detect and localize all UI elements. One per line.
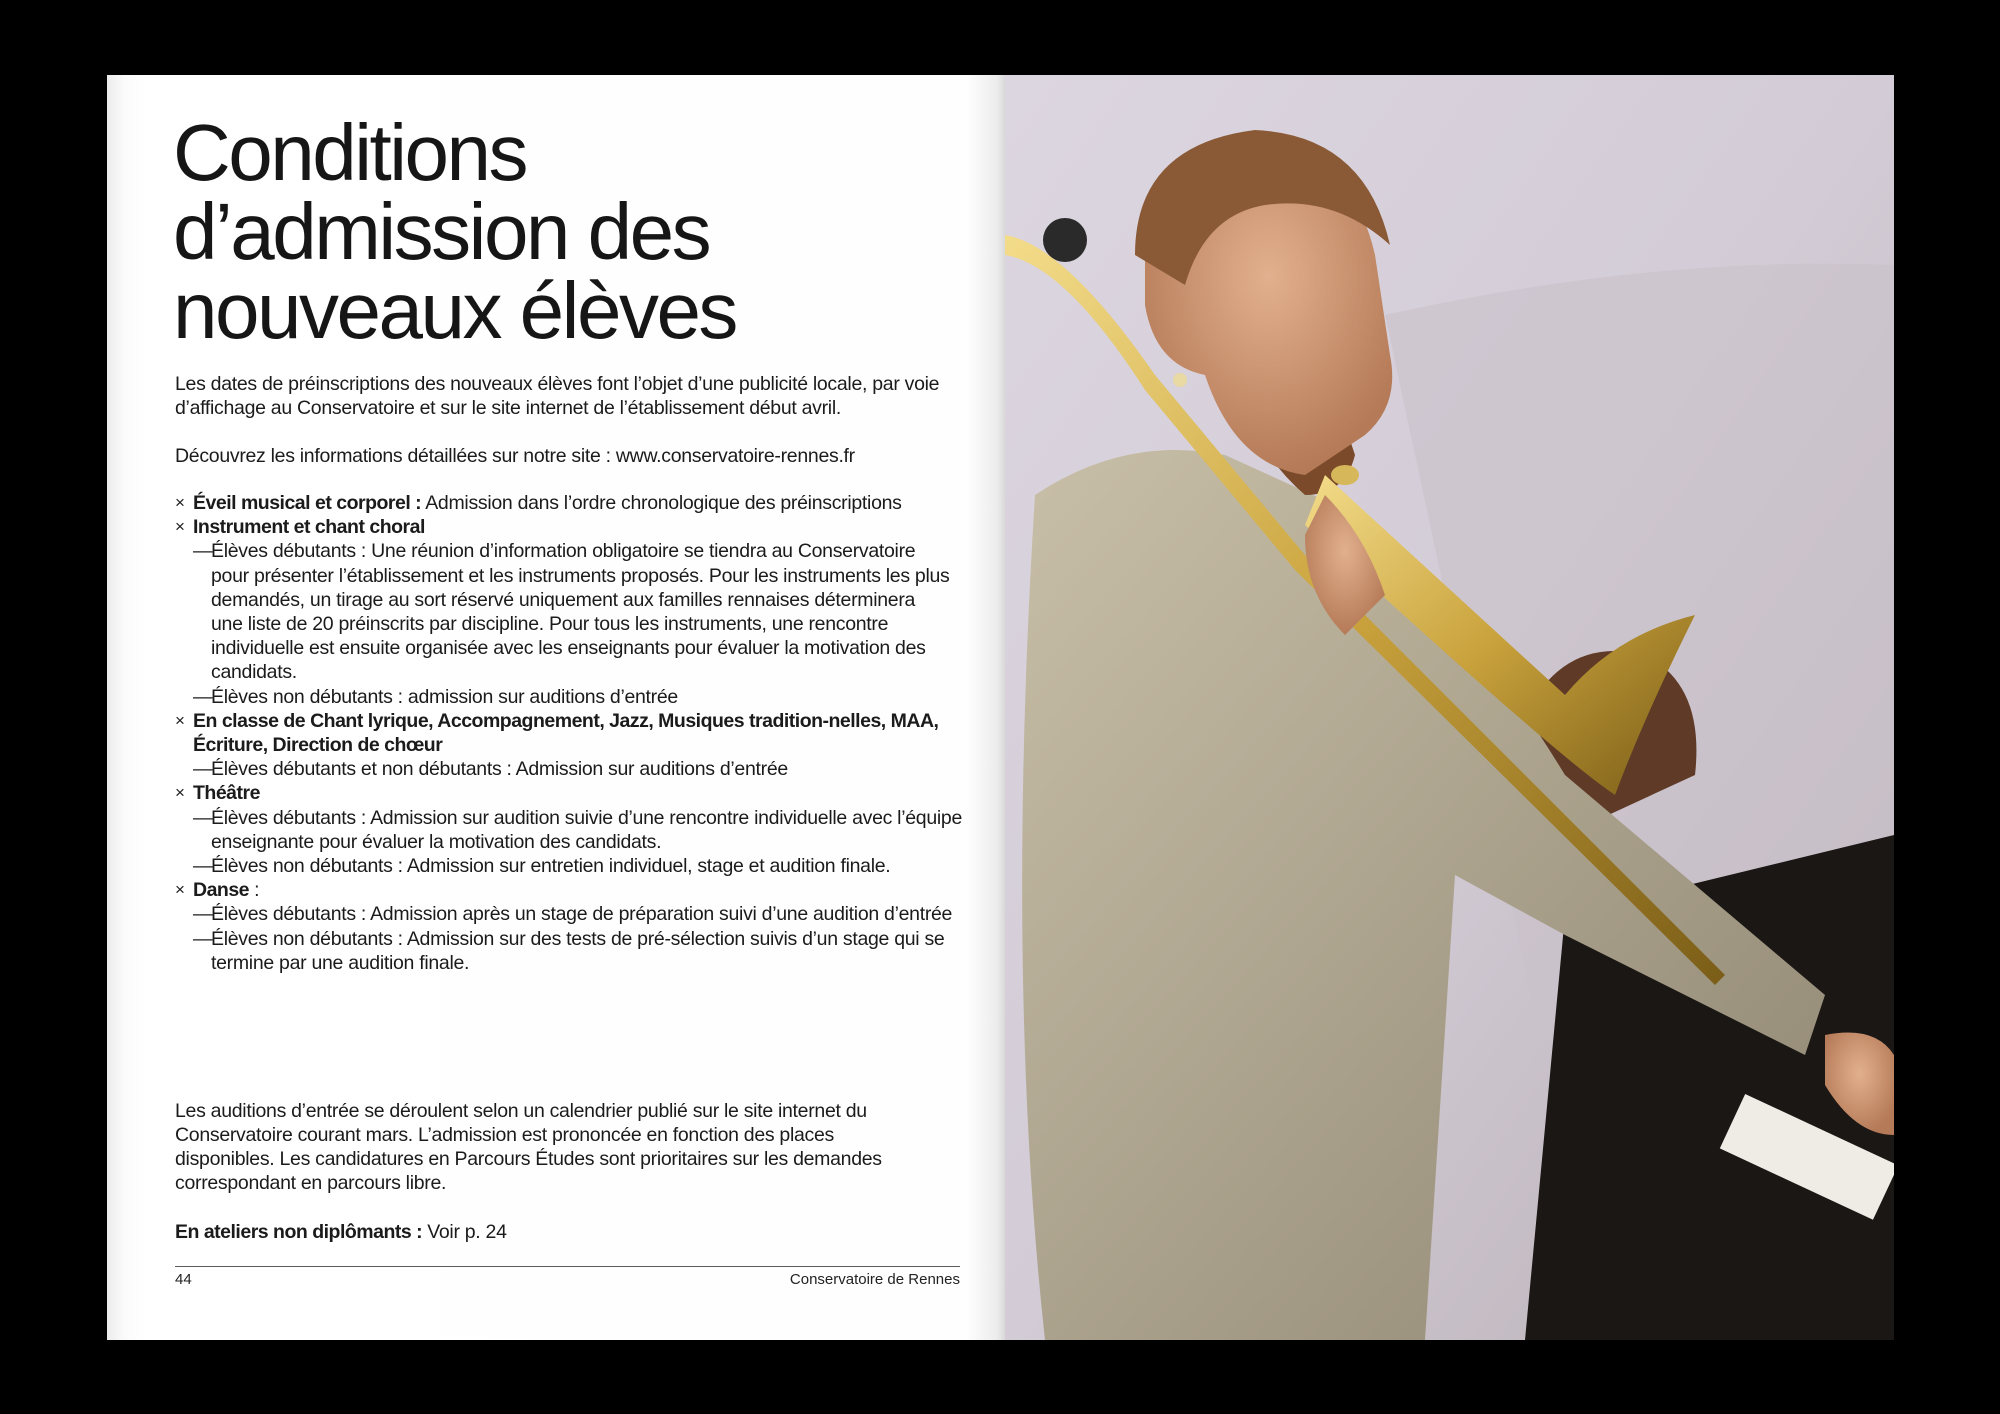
sub-item [175, 757, 975, 781]
sub-item-text: Élèves débutants : Admission sur audition suivie d’une rencontre individuelle avec l’équipe enseignante pour évaluer la motivation des candidats. [211, 806, 963, 853]
dash-bullet: — [193, 927, 213, 950]
list-heading: Instrument et chant choral [193, 516, 425, 539]
earring [1173, 373, 1187, 387]
ateliers-text: Voir p. 24 [422, 1221, 507, 1243]
sub-item [175, 806, 981, 854]
list-heading: En classe de Chant lyrique, Accompagnement, Jazz, Musiques tradition-nelles, MAA, Écriture, Direction de chœur [193, 709, 939, 757]
list-item-eveil [175, 491, 975, 515]
list-item-danse [175, 878, 975, 902]
title-line-2: d’admission des [173, 187, 710, 276]
trombone-badge [1043, 218, 1087, 262]
list-text: : [249, 879, 260, 902]
running-title: Conservatoire de Rennes [789, 1271, 960, 1288]
list-item-theatre [175, 781, 975, 805]
ateliers-paragraph [175, 1220, 975, 1244]
cross-bullet-icon: × [175, 517, 185, 537]
cross-bullet-icon: × [175, 880, 185, 900]
list-heading: Théâtre [193, 782, 260, 805]
cross-bullet-icon: × [175, 710, 185, 730]
admission-list [175, 491, 975, 975]
dash-bullet: — [193, 540, 213, 563]
sub-item [175, 902, 981, 926]
list-item-classe [175, 709, 953, 757]
page-title [173, 108, 953, 355]
website-paragraph: Découvrez les informations détaillées sur notre site : www.conservatoire-rennes.fr [175, 445, 855, 467]
trombone-player-photo [1005, 75, 1894, 1340]
dash-bullet: — [193, 758, 213, 781]
cross-bullet-icon: × [175, 493, 185, 512]
dash-bullet: — [193, 903, 213, 926]
sub-item [175, 927, 981, 975]
footer-rule [175, 1266, 960, 1267]
dash-bullet: — [193, 685, 213, 708]
list-heading: Danse [193, 879, 250, 902]
title-line-3: nouveaux élèves [173, 266, 736, 355]
magazine-spread [107, 75, 1894, 1340]
mouthpiece [1331, 465, 1359, 485]
sub-item-text: Élèves non débutants : admission sur auditions d’entrée [211, 685, 678, 708]
dash-bullet: — [193, 855, 213, 878]
intro-paragraph: Les dates de préinscriptions des nouveaux élèves font l’objet d’une publicité locale, par voie d’affichage au Conservatoire et sur le site internet de l’établissement début avril. [175, 373, 940, 419]
cross-bullet-icon: × [175, 783, 185, 803]
sub-item-text: Élèves débutants : Une réunion d’information obligatoire se tiendra au Conservatoire pour présenter l’établissement et les instruments proposés. Pour les instruments les plus demandés, un tirage au sort réservé uniquement aux familles rennaises déterminera une liste de 20 préinscrits par discipline. Pour tous les instruments, une rencontre individuelle est ensuite organisée avec les enseignants pour évaluer la motivation des candidats. [211, 540, 950, 684]
sub-item-text: Élèves débutants : Admission après un stage de préparation suivi d’une audition d’entrée [211, 903, 953, 926]
dash-bullet: — [193, 806, 213, 829]
page-number: 44 [175, 1271, 192, 1288]
sub-item [175, 539, 951, 684]
sub-item [175, 685, 975, 709]
list-item-instrument [175, 515, 975, 539]
sub-item-text: Élèves non débutants : Admission sur des tests de pré-sélection suivis d’un stage qui se termine par une audition finale. [211, 927, 945, 974]
right-page [1005, 75, 1894, 1340]
ateliers-heading: En ateliers non diplômants : [175, 1221, 423, 1243]
sub-item [175, 854, 1001, 878]
left-page [107, 75, 1005, 1340]
auditions-paragraph: Les auditions d’entrée se déroulent selon un calendrier publié sur le site internet du Conservatoire courant mars. L’admission est prononcée en fonction des places disponibles. Les candidatures en Parcours Études sont prioritaires sur les demandes correspondant en parcours libre. [175, 1100, 882, 1194]
list-heading: Éveil musical et corporel : [193, 492, 422, 514]
list-text: Admission dans l’ordre chronologique des préinscriptions [421, 492, 902, 514]
title-line-1: Conditions [173, 108, 527, 197]
sub-item-text: Élèves non débutants : Admission sur entretien individuel, stage et audition finale. [211, 855, 891, 878]
sub-item-text: Élèves débutants et non débutants : Admission sur auditions d’entrée [211, 758, 788, 781]
